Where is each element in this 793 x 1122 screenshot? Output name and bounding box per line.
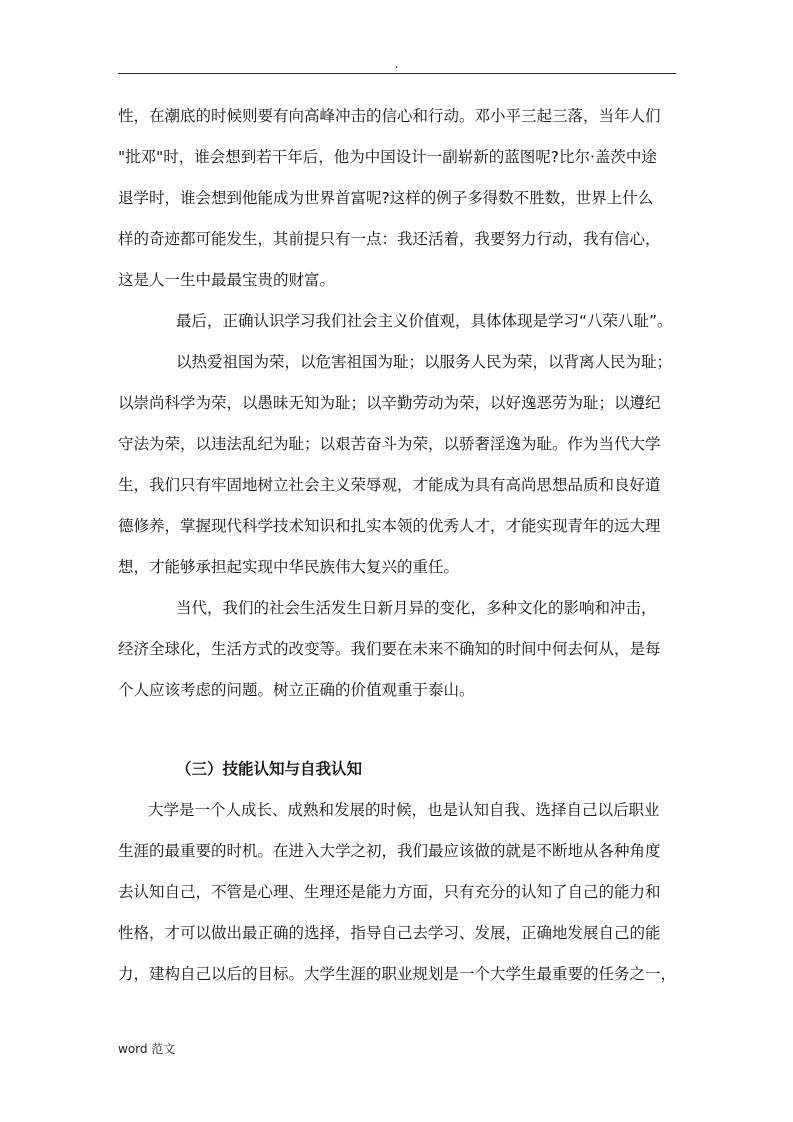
- text-line: 性格，才可以做出最正确的选择，指导自己去学习、发展，正确地发展自己的能: [118, 924, 661, 942]
- text-line: 这是人一生中最最宝贵的财富。: [118, 271, 336, 289]
- text-line: 当代，我们的社会生活发生日新月异的变化，多种文化的影响和冲击，: [176, 599, 657, 617]
- section-heading: （三）技能认知与自我认知: [176, 760, 363, 778]
- text-line: 守法为荣，以违法乱纪为耻；以艰苦奋斗为荣，以骄奢淫逸为耻。作为当代大学: [118, 435, 661, 453]
- footer-label: word 范文: [118, 1042, 176, 1056]
- paragraph-3: [118, 342, 676, 588]
- text-line: "批邓"时，谁会想到若干年后，他为中国设计一副崭新的蓝图呢?比尔·盖茨中途: [118, 148, 657, 166]
- spacer: [118, 727, 676, 749]
- text-line: 德修养，掌握现代科学技术知识和扎实本领的优秀人才，才能实现青年的远大理: [118, 517, 661, 535]
- document-body: [118, 96, 676, 995]
- text-line: 经济全球化，生活方式的改变等。我们要在未来不确知的时间中何去何从，是每: [118, 640, 661, 658]
- text-line: 以热爱祖国为荣，以危害祖国为耻；以服务人民为荣，以背离人民为耻；: [176, 353, 673, 371]
- text-line: 力，建构自己以后的目标。大学生涯的职业规划是一个大学生最重要的任务之一，: [118, 965, 676, 983]
- text-line: 生涯的最重要的时机。在进入大学之初，我们最应该做的就是不断地从各种角度: [118, 842, 661, 860]
- header-rule: [118, 73, 676, 74]
- text-line: 想，才能够承担起实现中华民族伟大复兴的重任。: [118, 558, 460, 576]
- text-line: 生，我们只有牢固地树立社会主义荣辱观，才能成为具有高尚思想品质和良好道: [118, 476, 661, 494]
- text-line: 以崇尚科学为荣，以愚昧无知为耻；以辛勤劳动为荣，以好逸恶劳为耻；以遵纪: [118, 394, 661, 412]
- text-line: 去认知自己，不管是心理、生理还是能力方面，只有充分的认知了自己的能力和: [118, 883, 661, 901]
- paragraph-5: [118, 790, 676, 995]
- header-mark: .: [394, 57, 399, 71]
- text-line: 退学时，谁会想到他能成为世界首富呢?这样的例子多得数不胜数，世界上什么: [118, 189, 654, 207]
- paragraph-4: [118, 588, 676, 711]
- text-line: 个人应该考虑的问题。树立正确的价值观重于泰山。: [118, 681, 475, 699]
- text-line: 样的奇迹都可能发生，其前提只有一点：我还活着，我要努力行动，我有信心，: [118, 230, 661, 248]
- paragraph-2: [118, 301, 676, 342]
- text-line: 性，在潮底的时候则要有向高峰冲击的信心和行动。邓小平三起三落，当年人们: [118, 107, 661, 125]
- paragraph-1: [118, 96, 676, 301]
- text-line: 最后，正确认识学习我们社会主义价值观，具体体现是学习“八荣八耻”。: [176, 312, 673, 330]
- text-line: 大学是一个人成长、成熟和发展的时候，也是认知自我、选择自己以后职业: [148, 801, 660, 819]
- spacer: [118, 711, 676, 727]
